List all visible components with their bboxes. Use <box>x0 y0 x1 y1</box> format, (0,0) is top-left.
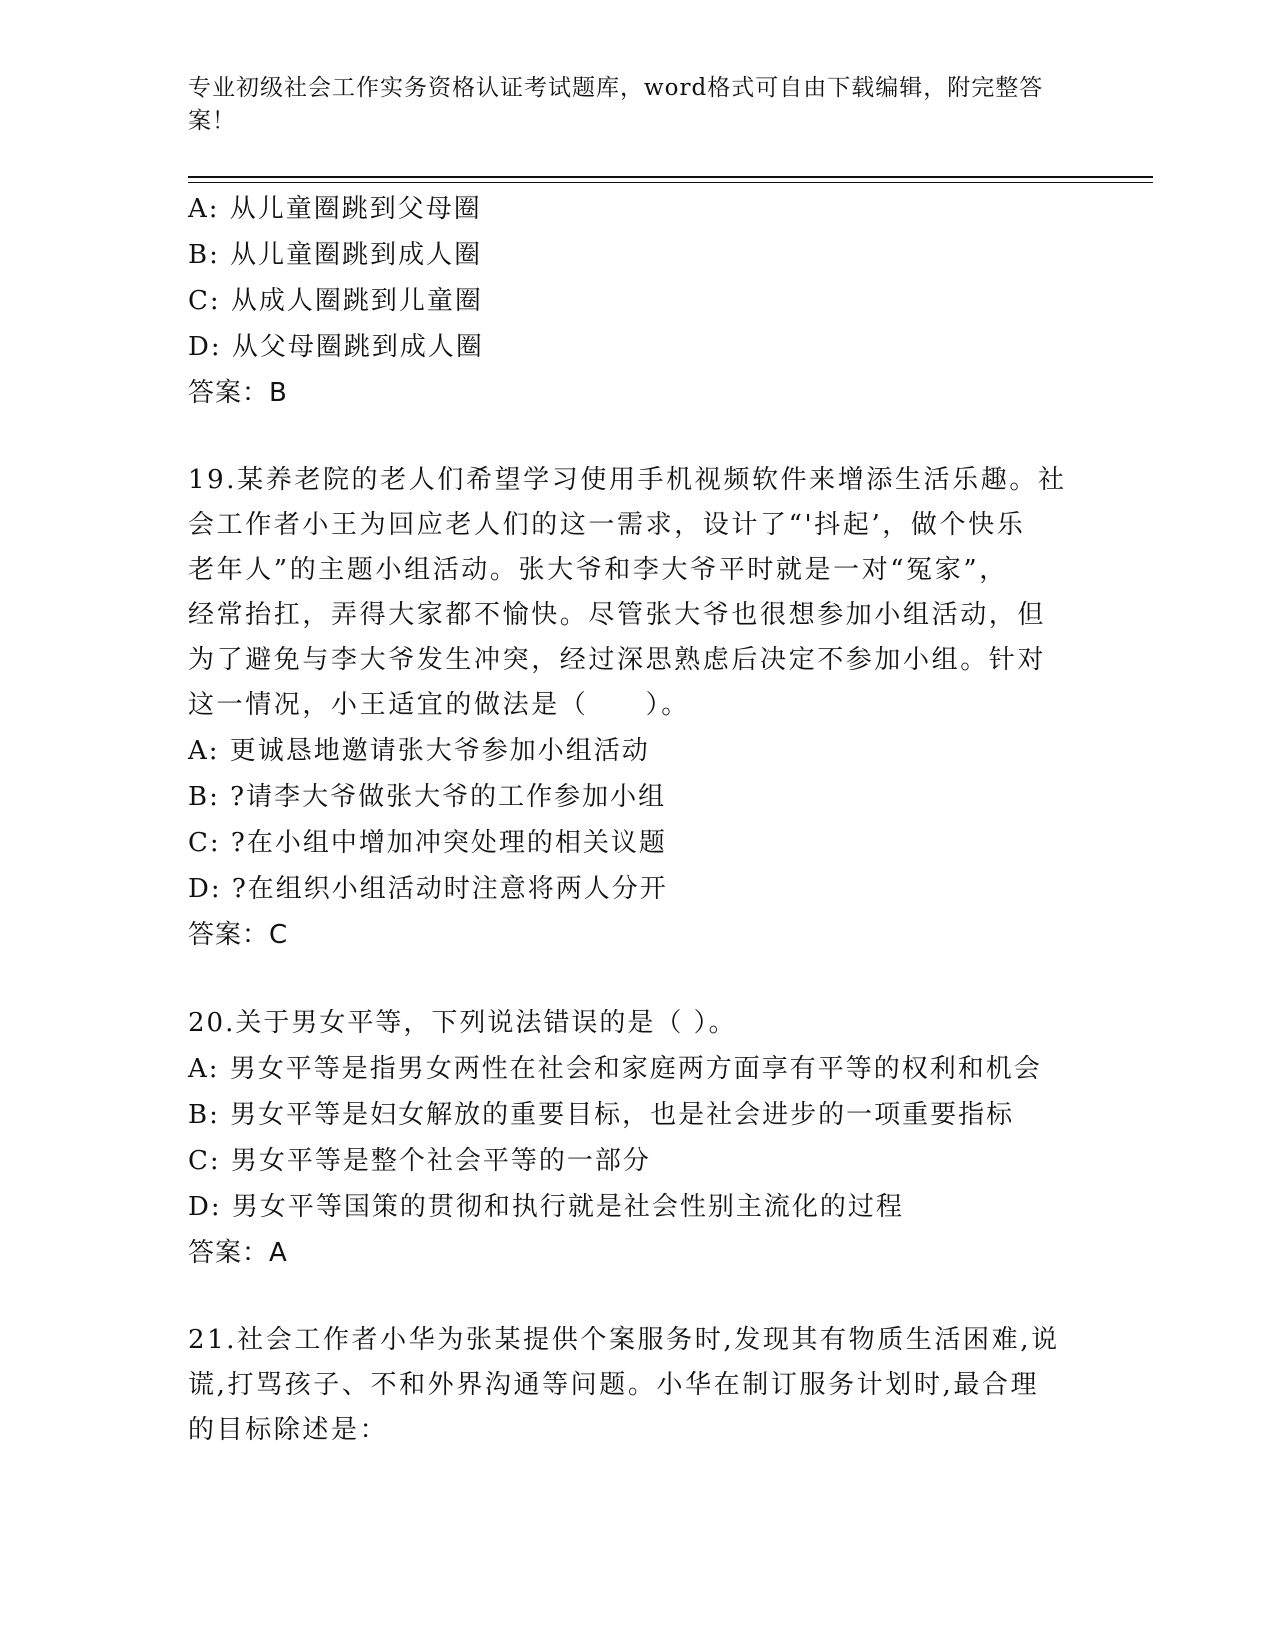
option-b: B: ?请李大爷做张大爷的工作参加小组 <box>188 782 667 812</box>
option-c: C: 男女平等是整个社会平等的一部分 <box>188 1146 651 1176</box>
option-a: A: 男女平等是指男女两性在社会和家庭两方面享有平等的权利和机会 <box>188 1054 1042 1084</box>
header-divider-thick <box>188 176 1153 178</box>
header-divider-thin <box>188 182 1153 183</box>
option-d: D: 男女平等国策的贯彻和执行就是社会性别主流化的过程 <box>188 1192 904 1222</box>
question-stem-line: 会工作者小王为回应老人们的这一需求，设计了“'抖起’，做个快乐 <box>188 510 1026 540</box>
question-21 <box>188 1318 1088 1453</box>
answer-line: 答案：A <box>188 1238 288 1268</box>
option-d: D: 从父母圈跳到成人圈 <box>188 332 484 362</box>
question-spacer <box>188 958 1088 1000</box>
option-a: A: 从儿童圈跳到父母圈 <box>188 194 482 224</box>
option-b: B: 男女平等是妇女解放的重要目标，也是社会进步的一项重要指标 <box>188 1100 1015 1130</box>
question-content <box>188 186 1088 1453</box>
question-stem-line: 经常抬扛，弄得大家都不愉快。尽管张大爷也很想参加小组活动，但 <box>188 600 1047 630</box>
question-stem-line: 谎,打骂孩子、不和外界沟通等问题。小华在制订服务计划时,最合理 <box>188 1370 1040 1400</box>
answer-line: 答案：C <box>188 920 289 950</box>
question-spacer <box>188 416 1088 458</box>
question-18-continued <box>188 186 1088 416</box>
question-stem-line: 为了避免与李大爷发生冲突，经过深思熟虑后决定不参加小组。针对 <box>188 645 1047 675</box>
question-19 <box>188 458 1088 958</box>
question-stem-line: 21.社会工作者小华为张某提供个案服务时,发现其有物质生活困难,说 <box>188 1325 1060 1355</box>
question-stem-line: 的目标除述是： <box>188 1415 389 1445</box>
option-c: C: ?在小组中增加冲突处理的相关议题 <box>188 828 667 858</box>
option-c: C: 从成人圈跳到儿童圈 <box>188 286 483 316</box>
option-a: A: 更诚恳地邀请张大爷参加小组活动 <box>188 736 650 766</box>
page-header: 专业初级社会工作实务资格认证考试题库，word格式可自由下载编辑，附完整答案！ <box>188 75 1044 134</box>
question-spacer <box>188 1276 1088 1318</box>
answer-line: 答案：B <box>188 378 288 408</box>
question-20 <box>188 1000 1088 1276</box>
question-stem-line: 这一情况，小王适宜的做法是（ ）。 <box>188 690 690 720</box>
option-b: B: 从儿童圈跳到成人圈 <box>188 240 483 270</box>
question-stem-line: 19.某养老院的老人们希望学习使用手机视频软件来增添生活乐趣。社 <box>188 465 1067 495</box>
question-stem-line: 20.关于男女平等，下列说法错误的是（ ）。 <box>188 1008 737 1038</box>
question-stem-line: 老年人”的主题小组活动。张大爷和李大爷平时就是一对“冤家”， <box>188 555 1008 585</box>
option-d: D: ?在组织小组活动时注意将两人分开 <box>188 874 668 904</box>
